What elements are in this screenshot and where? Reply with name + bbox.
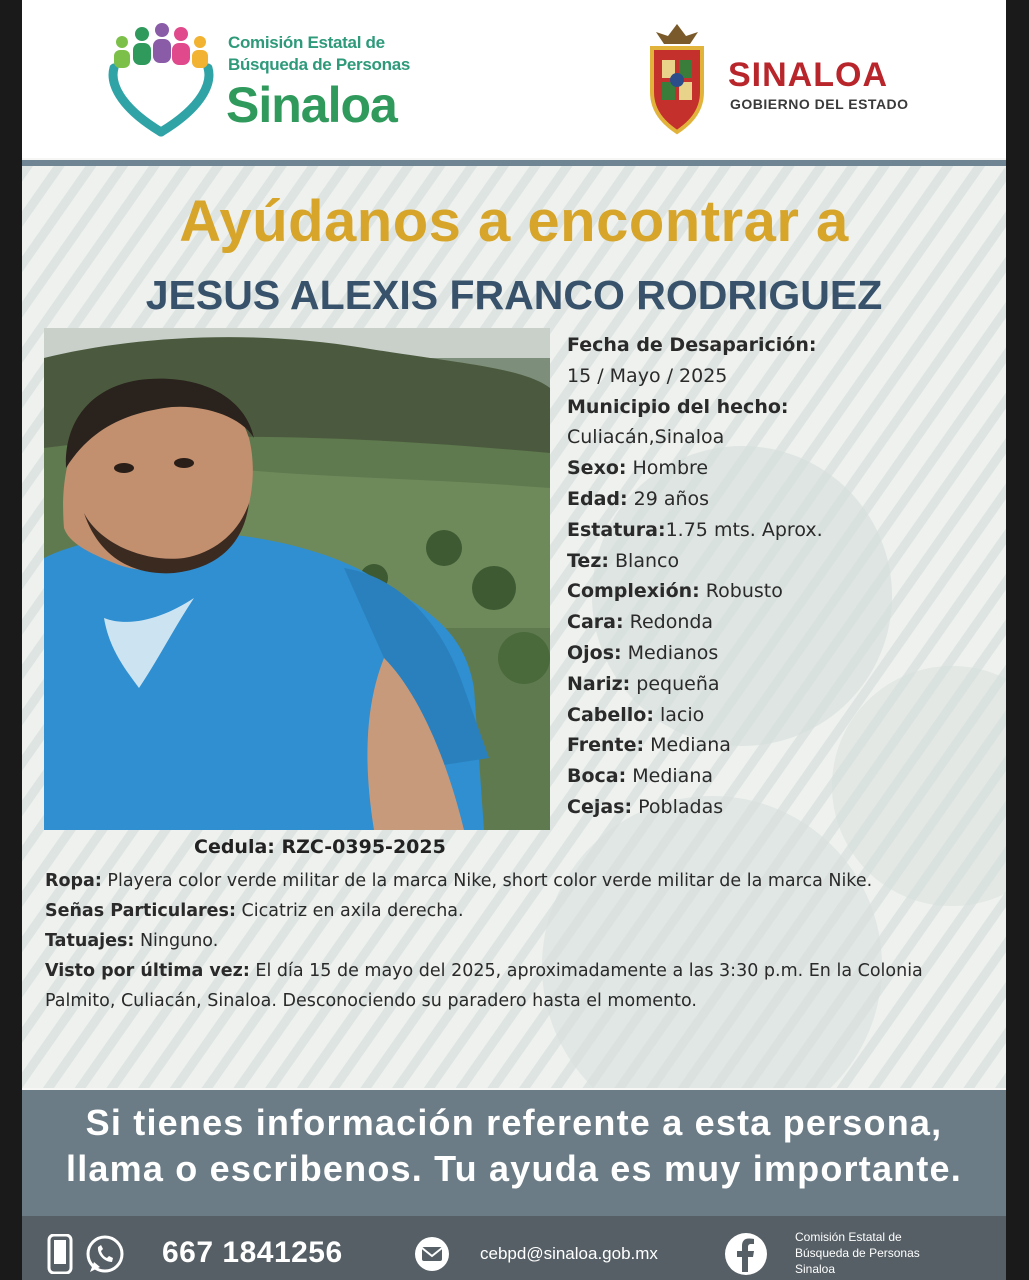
detail-row: Culiacán,Sinaloa (567, 426, 725, 449)
mobile-phone-icon (42, 1234, 78, 1274)
last-seen-row: Visto por última vez: El día 15 de mayo del 2025, aproximadamente a las 3:30 p.m. En la Colonia Palmito, Culiacán, Sinaloa. Desconociendo su paradero hasta el momento. (45, 961, 923, 1011)
detail-row: Fecha de Desaparición: (567, 334, 817, 356)
detail-row: Ojos: Medianos (567, 641, 719, 664)
commission-state-name: Sinaloa (226, 77, 397, 133)
detail-row: Cejas: Pobladas (567, 795, 724, 818)
government-subtitle: GOBIERNO DEL ESTADO (730, 96, 909, 112)
email-address[interactable]: cebpd@sinaloa.gob.mx (480, 1244, 658, 1263)
commission-name-line2: Búsqueda de Personas (228, 55, 411, 74)
cta-line-1: Si tienes información referente a esta persona, (85, 1102, 943, 1143)
facebook-icon[interactable] (724, 1232, 768, 1276)
detail-row: Frente: Mediana (567, 734, 731, 757)
detail-row: Edad: 29 años (567, 487, 710, 510)
marks-row: Señas Particulares: Cicatriz en axila derecha. (45, 901, 464, 921)
cedula-id: Cedula: RZC-0395-2025 (194, 836, 446, 858)
government-title: SINALOA (728, 56, 888, 94)
facebook-page-line3[interactable]: Sinaloa (795, 1262, 836, 1276)
headline: Ayúdanos a encontrar a (179, 189, 849, 254)
commission-name-line1: Comisión Estatal de (228, 33, 385, 52)
detail-row: Nariz: pequeña (567, 672, 720, 695)
clothing-row: Ropa: Playera color verde militar de la marca Nike, short color verde militar de la marca Nike. (45, 871, 873, 891)
phone-number[interactable]: 667 1841256 (162, 1236, 343, 1269)
cta-line-2: llama o escribenos. Tu ayuda es muy importante. (66, 1148, 962, 1189)
detail-row: Municipio del hecho: (567, 395, 789, 418)
detail-row: Complexión: Robusto (567, 580, 783, 603)
whatsapp-icon[interactable] (84, 1234, 126, 1276)
detail-row: Estatura:1.75 mts. Aprox. (567, 518, 823, 541)
detail-row: Cara: Redonda (567, 611, 714, 634)
detail-row: 15 / Mayo / 2025 (567, 364, 728, 387)
person-name: JESUS ALEXIS FRANCO RODRIGUEZ (145, 272, 883, 318)
additional-details (45, 866, 995, 1016)
tattoos-row: Tatuajes: Ninguno. (45, 931, 219, 951)
facebook-page-line1[interactable]: Comisión Estatal de (795, 1230, 902, 1244)
person-details (567, 330, 997, 823)
detail-row: Cabello: lacio (567, 703, 705, 726)
state-shield-icon (642, 22, 712, 138)
people-heart-logo-icon (106, 20, 216, 138)
detail-row: Sexo: Hombre (567, 457, 709, 480)
email-icon[interactable] (414, 1236, 450, 1272)
detail-row: Tez: Blanco (567, 549, 680, 572)
missing-person-poster (22, 0, 1006, 1280)
facebook-page-line2[interactable]: Búsqueda de Personas (795, 1246, 920, 1260)
detail-row: Boca: Mediana (567, 765, 714, 788)
missing-person-photo (44, 328, 550, 830)
call-to-action-banner (22, 1090, 1006, 1216)
